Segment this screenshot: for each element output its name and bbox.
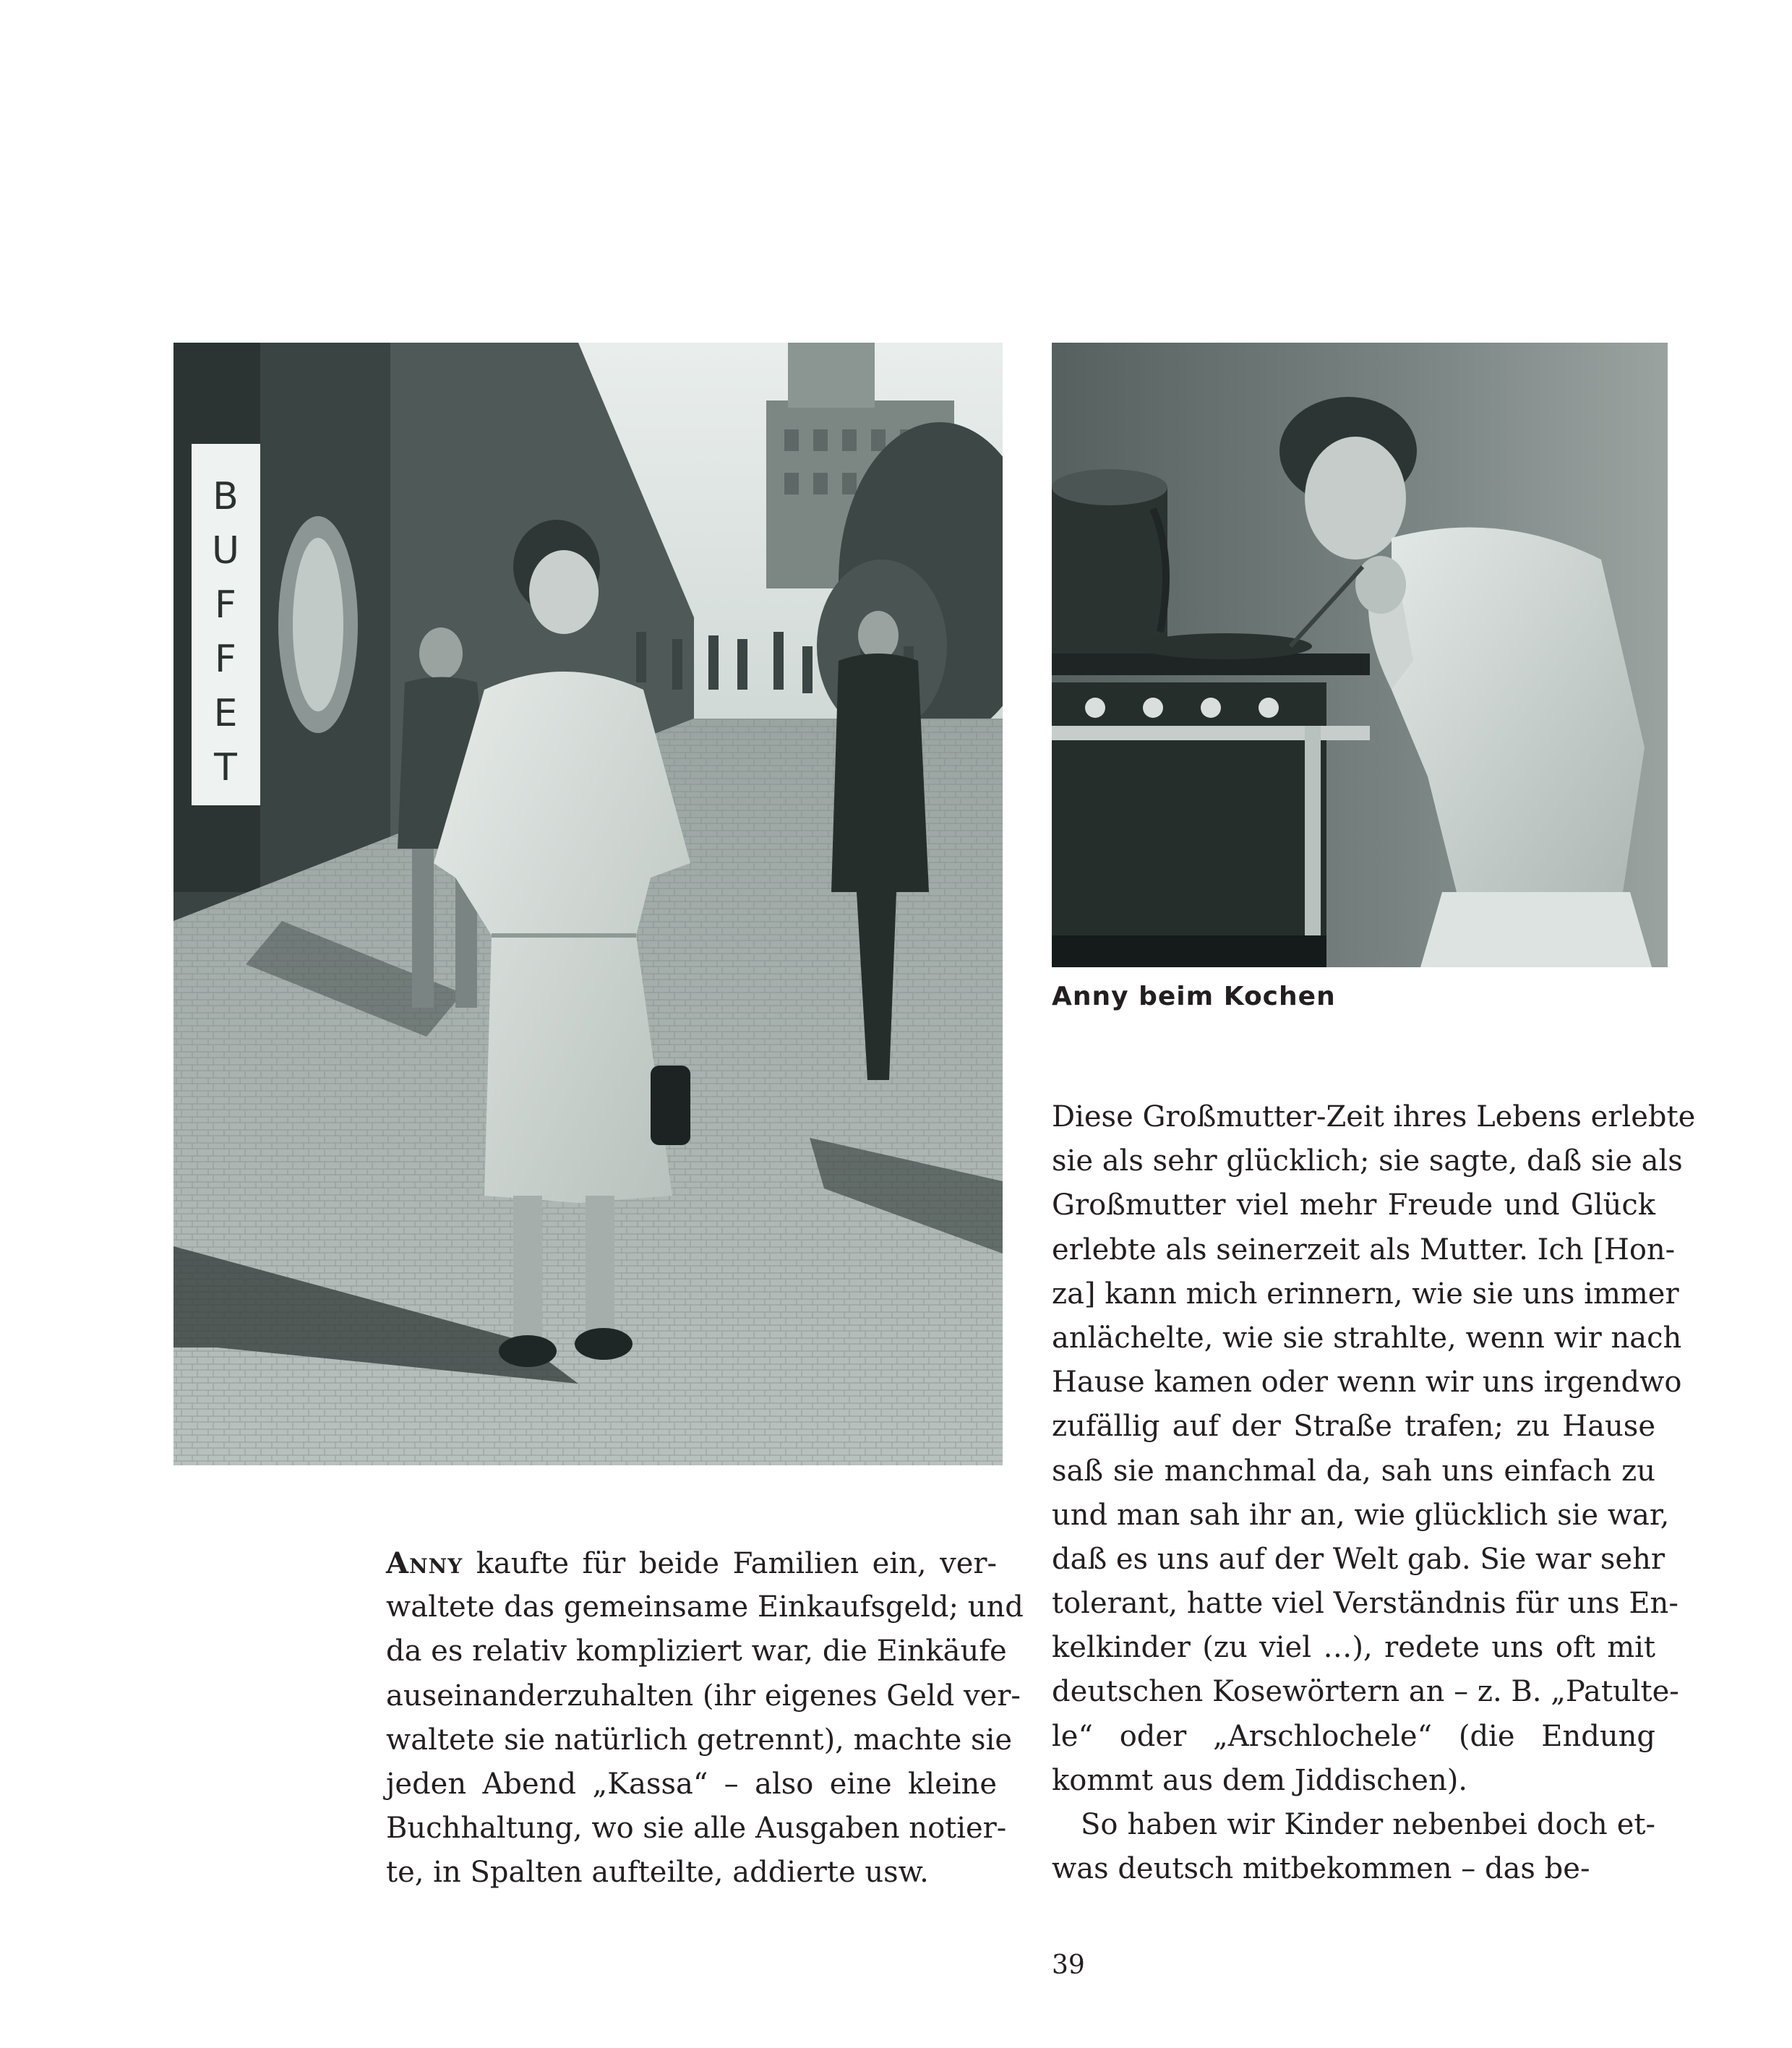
sign-letter: F: [215, 638, 236, 681]
text-line: le“ oder „Arschlochele“ (die Endung: [1052, 1719, 1655, 1753]
text-line: waltete das gemeinsame Einkaufsgeld; und: [386, 1590, 1024, 1624]
left-column-text: [386, 1541, 1024, 1895]
sign-letter: E: [213, 692, 238, 735]
kitchen-photo-caption: Anny beim Kochen: [1052, 982, 1336, 1011]
lead-word: Anny: [386, 1546, 463, 1580]
kitchen-photo-image: [1052, 343, 1668, 967]
text-line: te, in Spalten aufteilte, addierte usw.: [386, 1856, 929, 1890]
text-line: saß sie manchmal da, sah uns einfach zu: [1052, 1454, 1655, 1488]
text-line: deutschen Kosewörtern an – z. B. „Patulte-: [1052, 1675, 1679, 1709]
text-line-content: kaufte für beide Familien ein, ver-: [463, 1547, 997, 1580]
text-line: So haben wir Kinder nebenbei doch et-: [1081, 1808, 1655, 1841]
text-line: Hause kamen oder wenn wir uns irgendwo: [1052, 1366, 1682, 1400]
sign-letter: T: [214, 746, 237, 789]
text-line: da es relativ kompliziert war, die Einkäufe: [386, 1634, 1007, 1668]
text-line: daß es uns auf der Welt gab. Sie war sehr: [1052, 1542, 1665, 1576]
text-line: zufällig auf der Straße trafen; zu Hause: [1052, 1410, 1655, 1444]
text-line: waltete sie natürlich getrennt), machte sie: [386, 1723, 1012, 1757]
text-line: kommt aus dem Jiddischen).: [1052, 1763, 1468, 1797]
sign-letter: F: [215, 583, 236, 627]
text-line: und man sah ihr an, wie glücklich sie war,: [1052, 1498, 1670, 1532]
text-line: Buchhaltung, wo sie alle Ausgaben notier-: [386, 1812, 1007, 1846]
text-line: anlächelte, wie sie strahlte, wenn wir nach: [1052, 1321, 1682, 1355]
text-line: za] kann mich erinnern, wie sie uns immer: [1052, 1277, 1679, 1311]
text-line: [386, 1541, 997, 1585]
text-line: was deutsch mitbekommen – das be-: [1052, 1852, 1590, 1886]
page-number: 39: [1052, 1950, 1085, 1980]
text-line: jeden Abend „Kassa“ – also eine kleine: [386, 1767, 997, 1801]
text-line: erlebte als seinerzeit als Mutter. Ich [Hon-: [1052, 1233, 1676, 1267]
sign-letter: U: [211, 529, 240, 573]
right-column-text: [1052, 1095, 1696, 1891]
kitchen-photo: [1052, 343, 1668, 967]
street-photo: [173, 343, 1003, 1465]
text-line: tolerant, hatte viel Verständnis für uns En-: [1052, 1587, 1679, 1621]
text-line: Großmutter viel mehr Freude und Glück: [1052, 1188, 1655, 1222]
text-line: auseinanderzuhalten (ihr eigenes Geld ver-: [386, 1679, 1021, 1713]
text-line: sie als sehr glücklich; sie sagte, daß sie als: [1052, 1144, 1683, 1178]
sign-letter: B: [213, 475, 239, 518]
text-line: kelkinder (zu viel …), redete uns oft mit: [1052, 1631, 1655, 1665]
text-line: Diese Großmutter-Zeit ihres Lebens erlebte: [1052, 1100, 1696, 1134]
street-photo-image: [173, 343, 1003, 1465]
